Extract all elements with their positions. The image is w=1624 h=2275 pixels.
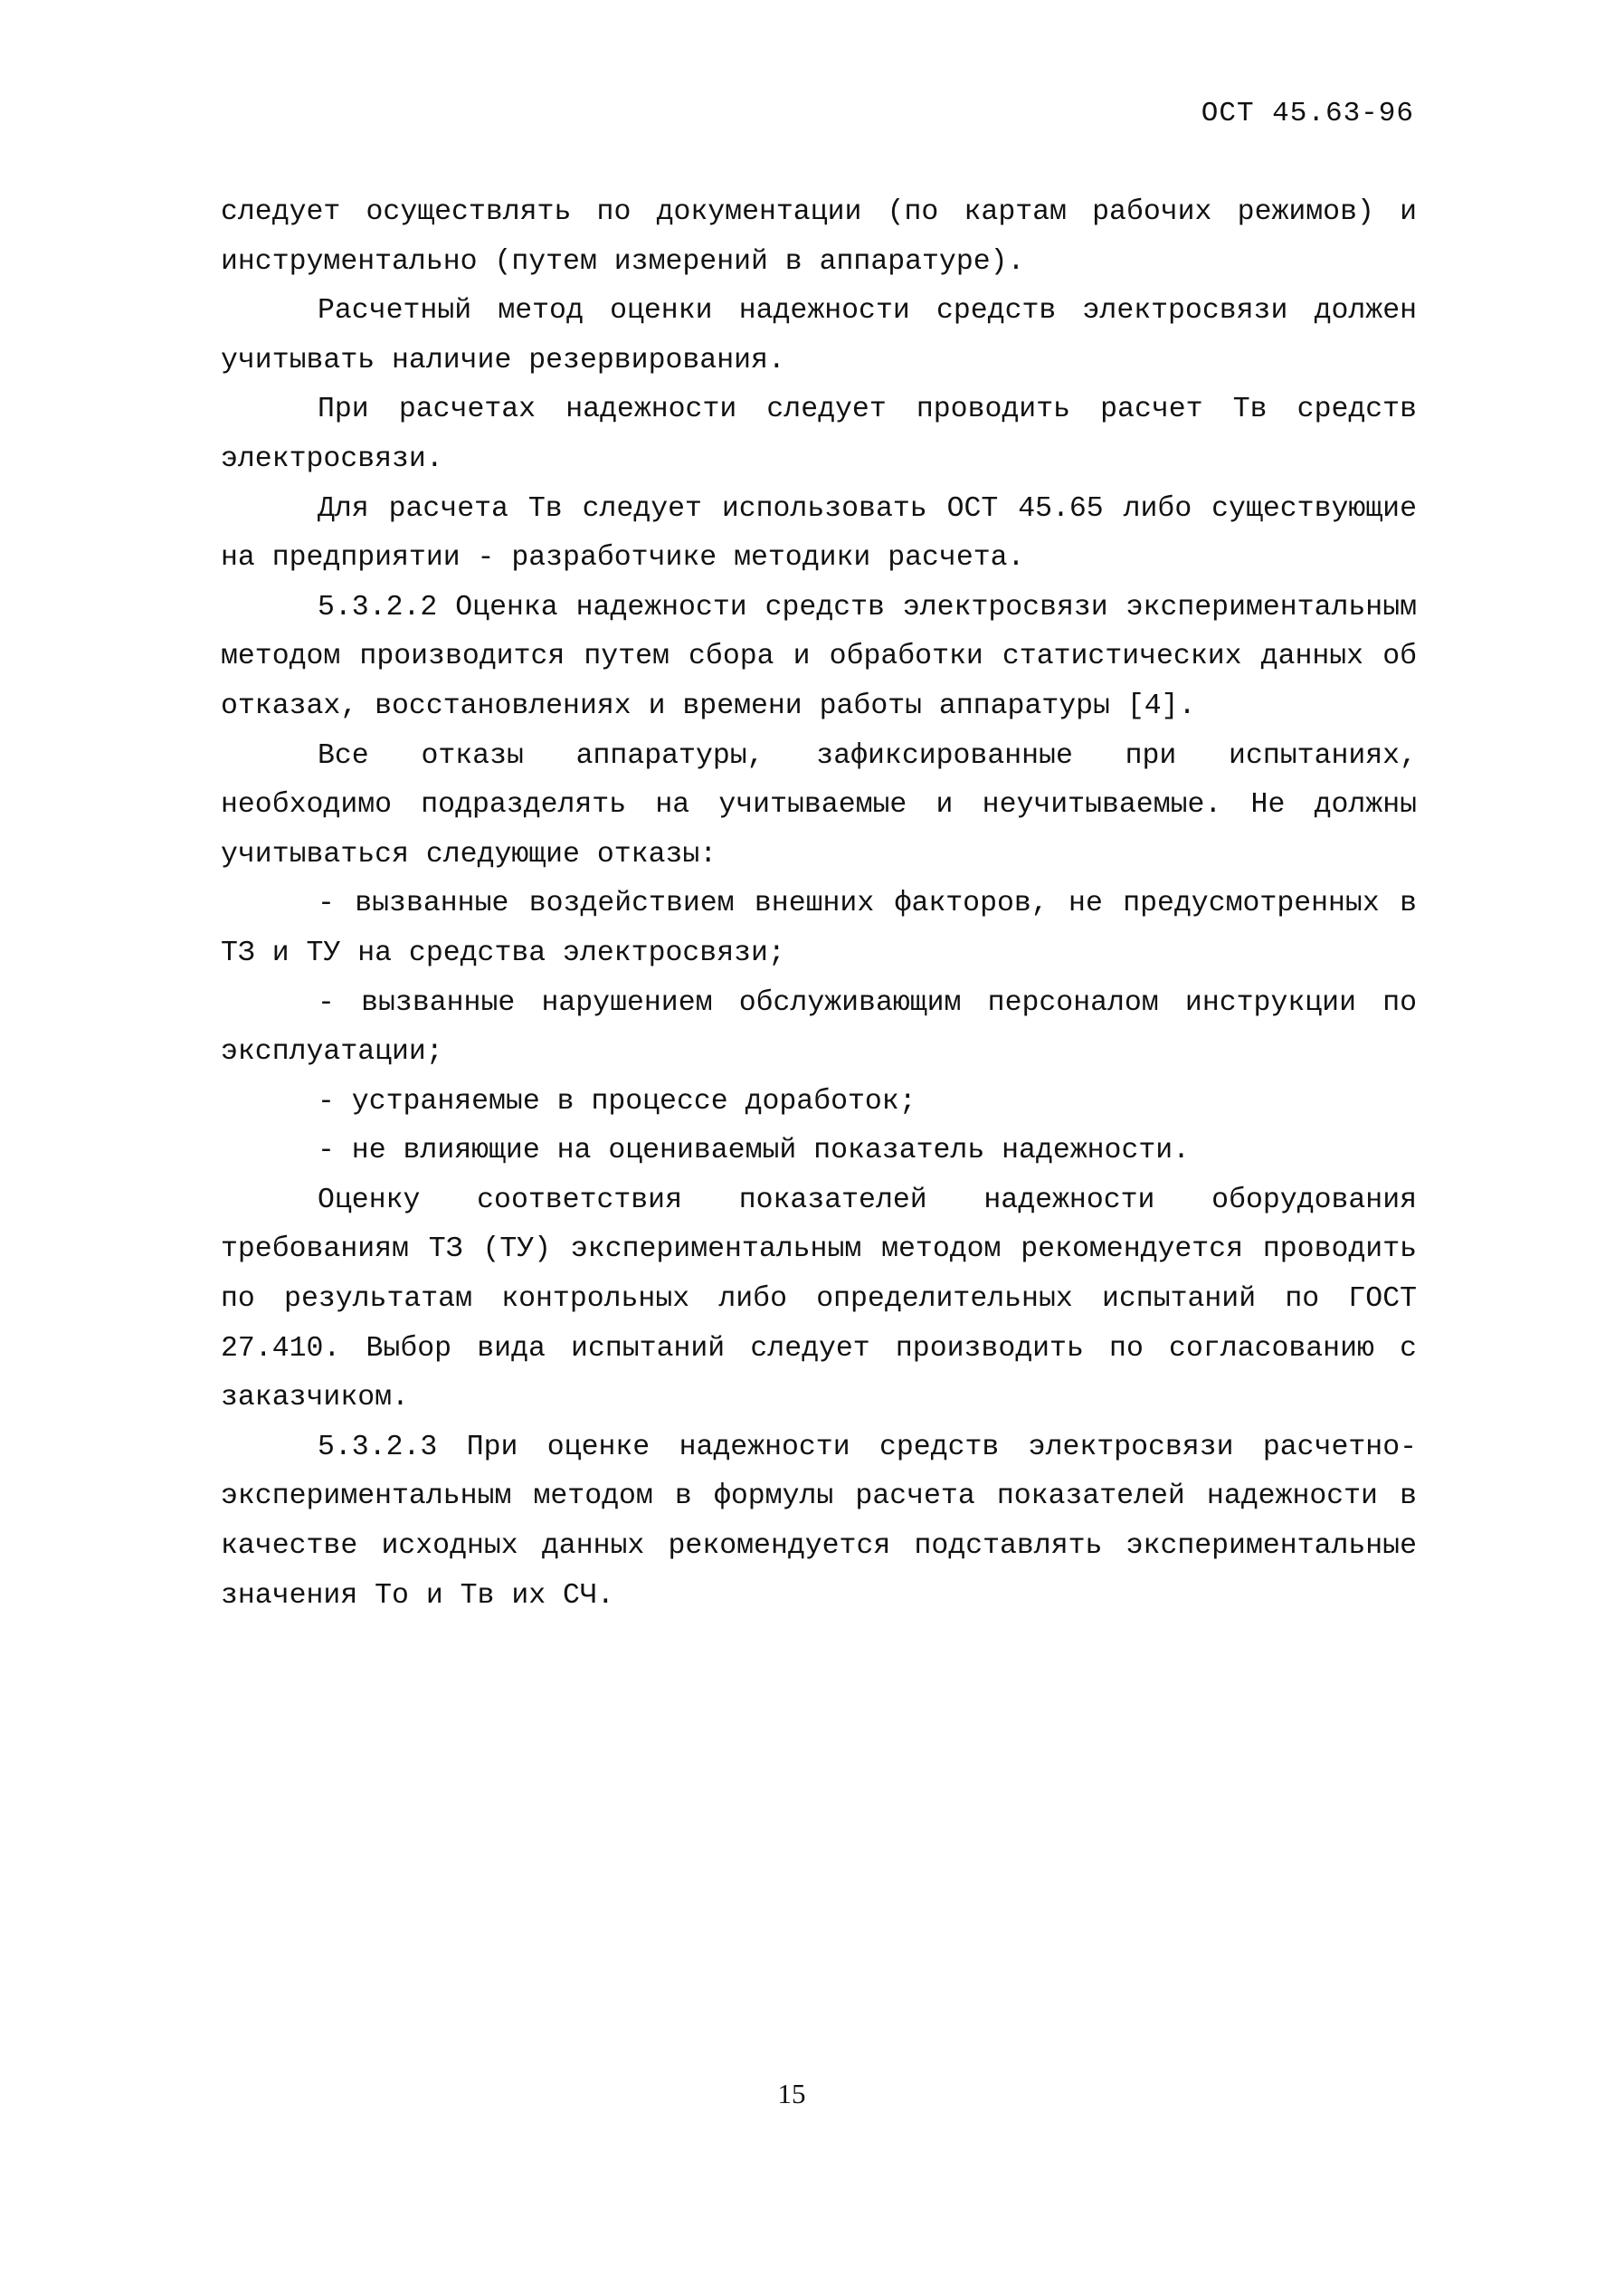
page-number: 15	[777, 2078, 806, 2109]
section-paragraph-5-3-2-3: 5.3.2.3 При оценке надежности средств электросвязи расчетно-экспериментальным методом в формулы расчета показателей надежности в качестве исходных данных рекомендуется подставлять экспериментальные значения То и Тв их СЧ.	[221, 1431, 1417, 1612]
list-item: - вызванные нарушением обслуживающим персоналом инструкции по эксплуатации;	[221, 986, 1417, 1069]
list-item: - устраняемые в процессе доработок;	[318, 1085, 916, 1118]
list-item: - не влияющие на оцениваемый показатель надежности.	[318, 1135, 1191, 1167]
body-text	[221, 188, 1417, 1621]
section-paragraph-5-3-2-2: 5.3.2.2 Оценка надежности средств электросвязи экспериментальным методом производится путем сбора и обработки статистических данных об отказах, восстановлениях и времени работы аппаратуры [4].	[221, 591, 1417, 722]
paragraph: Оценку соответствия показателей надежности оборудования требованиям ТЗ (ТУ) экспериментальным методом рекомендуется проводить по результатам контрольных либо определительных испытаний по ГОСТ 27.410. Выбор вида испытаний следует производить по согласованию с заказчиком.	[221, 1184, 1417, 1414]
document-code: ОСТ 45.63-96	[1201, 98, 1414, 129]
paragraph: Для расчета Тв следует использовать ОСТ 45.65 либо существующие на предприятии - разработчике методики расчета.	[221, 492, 1417, 575]
paragraph: Расчетный метод оценки надежности средств электросвязи должен учитывать наличие резервирования.	[221, 295, 1417, 376]
paragraph: Все отказы аппаратуры, зафиксированные при испытаниях, необходимо подразделять на учитываемые и неучитываемые. Не должны учитываться следующие отказы:	[221, 739, 1417, 871]
list-item: - вызванные воздействием внешних факторов, не предусмотренных в ТЗ и ТУ на средства электросвязи;	[221, 888, 1417, 969]
paragraph: При расчетах надежности следует проводить расчет Тв средств электросвязи.	[221, 394, 1417, 475]
paragraph-continuation: следует осуществлять по документации (по картам рабочих режимов) и инструментально (путем измерений в аппаратуре).	[221, 196, 1417, 278]
